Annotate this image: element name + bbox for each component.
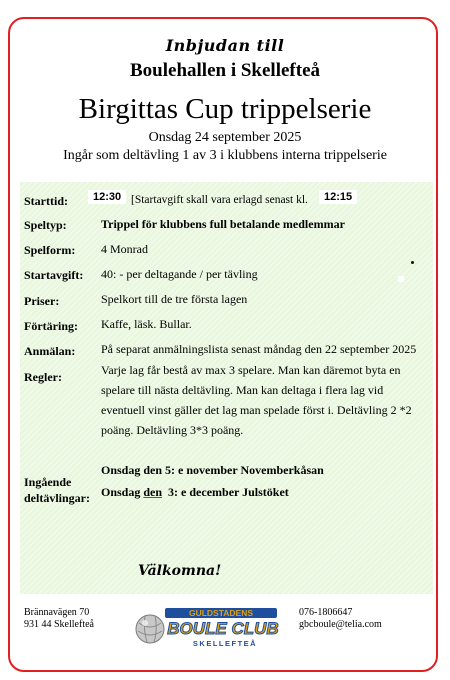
footer-email: gbcboule@telia.com <box>299 619 382 630</box>
logo-bottom-text: SKELLEFTEÅ <box>192 639 258 648</box>
ingaende-item-1: Onsdag den 5: e november Novemberkåsan <box>101 463 324 477</box>
logo-top-text: GULDSTADENS <box>188 608 254 618</box>
ingaende-item-2: Onsdag den 3: e december Julstöket <box>101 485 289 499</box>
start-deadline: 12:15 <box>319 190 357 204</box>
priser-value: Spelkort till de tre första lagen <box>101 292 248 306</box>
fortaring-value: Kaffe, läsk. Bullar. <box>101 317 192 331</box>
start-note: [Startavgift skall vara erlagd senast kl. <box>131 194 308 206</box>
anmalan-value: På separat anmälningslista senast måndag den 22 september 2025 <box>101 342 417 356</box>
speltyp-label: Speltyp: <box>24 218 67 232</box>
footer-phone: 076-1806647 <box>299 607 353 618</box>
decorative-square <box>398 276 404 282</box>
logo-main-text: BOULE CLUB <box>167 619 279 638</box>
event-subtitle: Ingår som deltävling 1 av 3 i klubbens interna trippelserie <box>63 148 387 163</box>
anmalan-label: Anmälan: <box>24 344 76 358</box>
start-label: Starttid: <box>24 194 68 208</box>
regler-value: Varje lag får bestå av max 3 spelare. Man kan däremot byta en spelare till nästa deltävling. Man kan deltaga i flera lag vid eventuell vinst gäller det lag man spelade först i. Deltävling 2 *2 poäng. Deltävling 3*3 poäng. <box>101 363 412 437</box>
spelform-label: Spelform: <box>24 243 76 257</box>
boule-ball-icon <box>136 615 164 643</box>
fortaring-label: Förtäring: <box>24 319 78 333</box>
priser-label: Priser: <box>24 294 60 308</box>
speltyp-value: Trippel för klubbens full betalande medlemmar <box>101 217 345 231</box>
footer-address: Brännavägen 70 931 44 Skellefteå <box>24 607 94 630</box>
spelform-value: 4 Monrad <box>101 242 148 256</box>
footer-contact <box>299 607 382 631</box>
start-time: 12:30 <box>88 190 126 204</box>
page-title: Birgittas Cup trippelserie <box>78 93 372 125</box>
club-logo <box>133 605 293 649</box>
ingaende-item-2-link: den <box>143 485 163 499</box>
startavgift-value: 40: - per deltagande / per tävling <box>101 267 258 281</box>
decorative-dot <box>411 261 414 264</box>
event-date: Onsdag 24 september 2025 <box>148 130 302 145</box>
invitation-heading: Inbjudan till <box>165 36 285 55</box>
welcome-text: Välkomna! <box>138 563 222 579</box>
startavgift-label: Startavgift: <box>24 268 84 282</box>
ingaende-label: Ingående deltävlingar: <box>24 475 90 505</box>
venue-heading: Boulehallen i Skellefteå <box>130 60 320 81</box>
regler-label: Regler: <box>24 370 62 384</box>
